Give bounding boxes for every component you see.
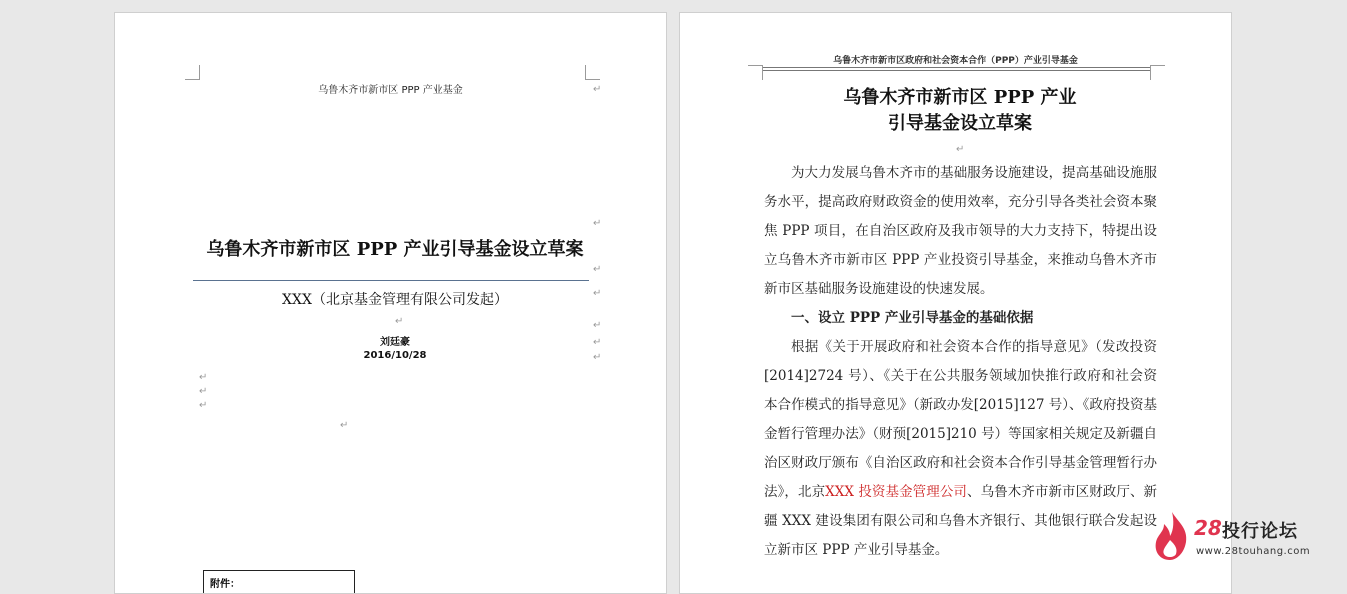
document-title: 乌鲁木齐市新市区 PPP 产业引导基金设立草案 (206, 239, 584, 260)
document-page-body (679, 12, 1232, 594)
body-paragraph: 为大力发展乌鲁木齐市的基础服务设施建设，提高基础设施服务水平，提高政府财政资金的使用效率，充分引导各类社会资本聚焦 PPP 项目，在自治区政府及我市领导的大力支持下，特提出设立乌鲁木齐市新市区 PPP 产业投资引导基金，来推动乌鲁木齐市新市区基础服务设施建设的快速发展。 (764, 165, 1157, 297)
paragraph-mark: ↵ (593, 264, 602, 275)
paragraph-mark: ↵ (340, 420, 349, 431)
document-date: 2016/10/28 (363, 350, 427, 361)
page-header: 乌鲁木齐市新市区 PPP 产业基金 (318, 85, 463, 96)
page-header: 乌鲁木齐市新市区政府和社会资本合作（PPP）产业引导基金 (833, 56, 1078, 66)
document-page-cover (114, 12, 667, 594)
body-paragraph (764, 333, 1157, 565)
document-title-line1: 乌鲁木齐市新市区 PPP 产业 (843, 87, 1077, 108)
paragraph-mark: ↵ (593, 288, 602, 299)
paragraph-mark: ↵ (593, 320, 602, 331)
header-rule (762, 67, 1150, 68)
paragraph-mark: ↵ (395, 316, 404, 327)
margin-corner-mark (185, 65, 200, 80)
section-heading: 一、设立 PPP 产业引导基金的基础依据 (791, 310, 1034, 326)
document-title-line2: 引导基金设立草案 (888, 113, 1032, 134)
body-text: 、乌鲁木齐市新市区财政厅、新疆 XXX 建设集团有限公司和乌鲁木齐银行、其他银行联合发起设立新市区 PPP 产业引导基金。 (764, 484, 1158, 558)
paragraph-mark: ↵ (199, 400, 208, 411)
flame-icon (1152, 510, 1192, 562)
highlighted-company-name: XXX 投资基金管理公司 (825, 484, 967, 500)
document-subtitle: XXX（北京基金管理有限公司发起） (282, 292, 508, 308)
logo-name: 投行论坛 (1222, 521, 1298, 542)
paragraph-mark: ↵ (593, 218, 602, 229)
logo-number: 28 (1194, 516, 1222, 540)
paragraph-mark: ↵ (593, 337, 602, 348)
attachment-label: 附件： (210, 579, 240, 590)
document-author: 刘廷豪 (380, 337, 410, 348)
attachment-box (203, 570, 355, 594)
margin-corner-mark (585, 65, 600, 80)
paragraph-mark: ↵ (593, 84, 602, 95)
body-text: 根据《关于开展政府和社会资本合作的指导意见》（发改投资[2014]2724 号）、《关于在公共服务领域加快推行政府和社会资本合作模式的指导意见》（新政办发[2015]127 号）、《政府投资基金暂行管理办法》（财预[2015]210 号）等国家相关规定及新疆自治区财政厅颁布《自治区政府和社会资本合作引导基金管理暂行办法》，北京 (764, 339, 1157, 500)
margin-corner-mark (748, 65, 763, 80)
margin-corner-mark (1150, 65, 1165, 80)
title-divider (193, 280, 589, 281)
paragraph-mark: ↵ (199, 372, 208, 383)
header-rule (762, 70, 1150, 71)
paragraph-mark: ↵ (956, 144, 965, 155)
paragraph-mark: ↵ (199, 386, 208, 397)
logo-url: www.28touhang.com (1196, 546, 1311, 557)
forum-watermark (1152, 510, 1342, 572)
document-body (764, 159, 1157, 565)
paragraph-mark: ↵ (593, 352, 602, 363)
